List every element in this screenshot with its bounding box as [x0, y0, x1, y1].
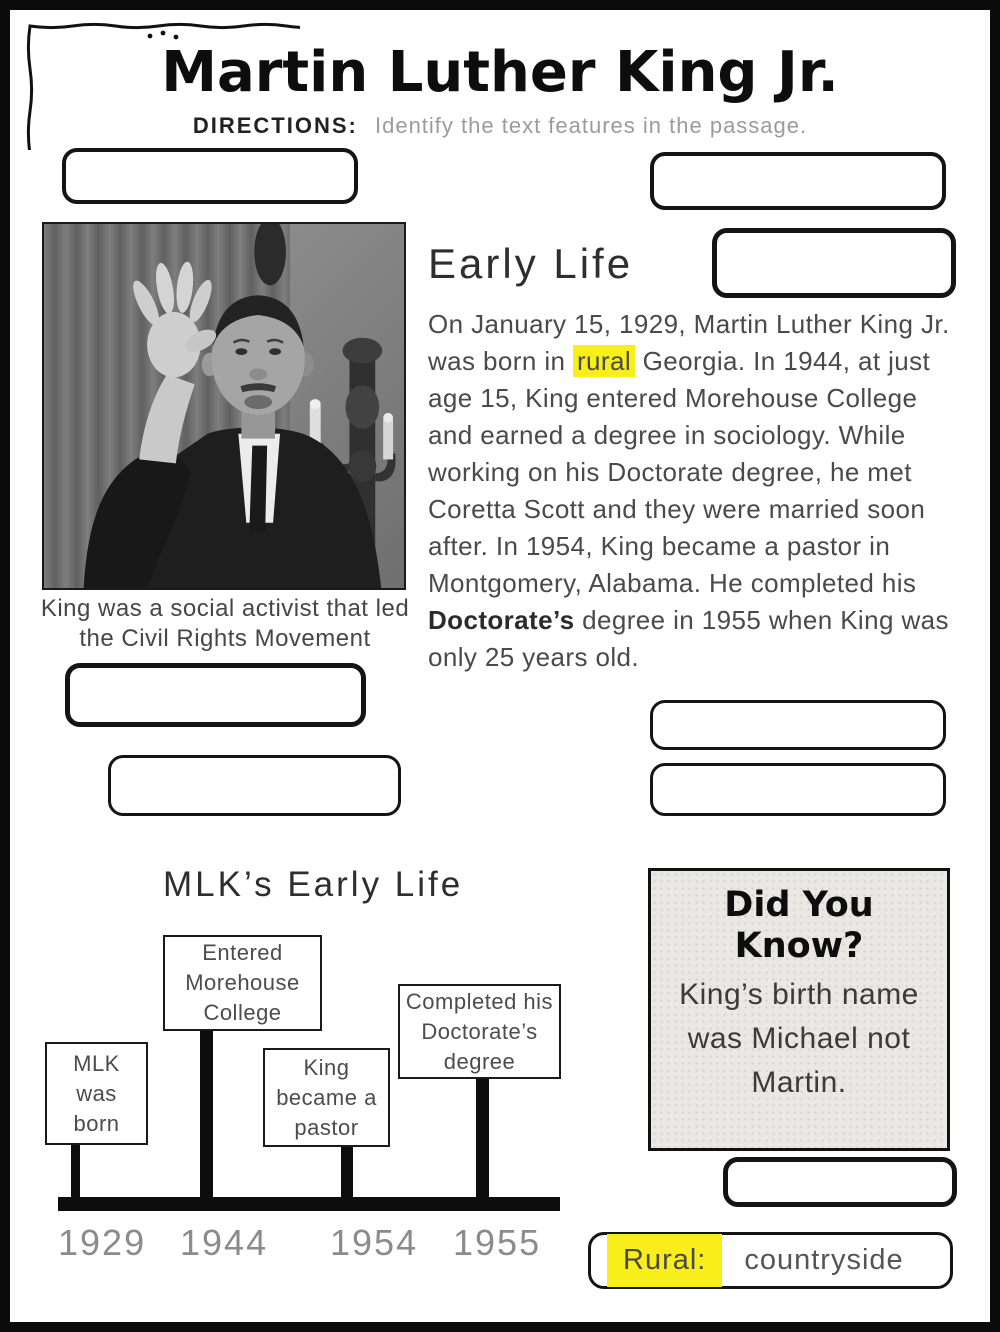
did-you-know-heading-line2: Know? — [734, 926, 864, 966]
did-you-know-text: King’s birth name was Michael not Martin. — [679, 978, 919, 1099]
passage-part-2: Georgia. In 1944, at just age 15, King entered Morehouse College and earned a degree in sociology. While working on his Doctorate degree, he met Coretta Scott and they were married soon after. In 1954, King became a pastor in Montgomery, Alabama. He completed his — [428, 346, 931, 598]
timeline-title: MLK’s Early Life — [163, 865, 464, 904]
timeline-year-1944: 1944 — [180, 1222, 269, 1263]
answer-box-caption[interactable] — [65, 663, 366, 727]
answer-box-photo[interactable] — [62, 148, 358, 204]
directions-label: DIRECTIONS: — [192, 113, 358, 138]
directions — [0, 113, 1000, 139]
passage-part-1: On January 15, 1929, Martin Luther King Jr. was born in — [428, 309, 950, 376]
timeline-event-pastor-label: King became a pastor — [276, 1054, 377, 1140]
highlighted-word-rural: rural — [573, 345, 635, 377]
did-you-know-heading — [651, 885, 947, 967]
timeline-event-morehouse-label: Entered Morehouse College — [185, 940, 300, 1025]
answer-box-heading[interactable] — [712, 228, 956, 298]
mlk-photograph — [42, 222, 406, 590]
answer-box-timeline[interactable] — [108, 755, 401, 816]
timeline-event-born — [45, 1042, 148, 1145]
glossary-box — [588, 1232, 953, 1289]
did-you-know-box — [648, 868, 950, 1151]
timeline-event-doctorate — [398, 984, 561, 1079]
timeline-year-1929: 1929 — [58, 1222, 147, 1263]
glossary-term: Rural: — [607, 1234, 722, 1287]
directions-text: Identify the text features in the passage. — [374, 113, 808, 138]
timeline-tick-1944 — [200, 1029, 213, 1201]
timeline-event-morehouse — [163, 935, 322, 1031]
answer-box-glossary[interactable] — [723, 1157, 957, 1207]
timeline-event-born-label: MLK was born — [73, 1050, 120, 1136]
answer-box-bold-print[interactable] — [650, 700, 946, 750]
timeline-event-pastor — [263, 1048, 390, 1147]
timeline-tick-1929 — [71, 1143, 80, 1201]
photo-caption: King was a social activist that led the Civil Rights Movement — [40, 595, 410, 652]
page-title: Martin Luther King Jr. — [161, 40, 839, 105]
timeline-event-doctorate-label: Completed his Doctorate’s degree — [405, 988, 554, 1074]
did-you-know-heading-line1: Did You — [724, 885, 874, 925]
timeline-tick-1954 — [341, 1145, 353, 1201]
mlk-photo-art — [44, 224, 404, 588]
passage-text — [428, 306, 960, 676]
section-heading: Early Life — [428, 240, 634, 287]
passage-part-3: degree in 1955 when King was only 25 years old. — [428, 605, 949, 672]
timeline-year-1955: 1955 — [453, 1222, 542, 1263]
bold-word-doctorates: Doctorate’s — [428, 605, 575, 635]
timeline-tick-1955 — [476, 1077, 489, 1201]
answer-box-did-you-know[interactable] — [650, 763, 946, 816]
timeline-axis — [58, 1197, 560, 1211]
answer-box-title[interactable] — [650, 152, 946, 210]
timeline-year-1954: 1954 — [330, 1222, 419, 1263]
glossary-definition: countryside — [744, 1244, 904, 1276]
